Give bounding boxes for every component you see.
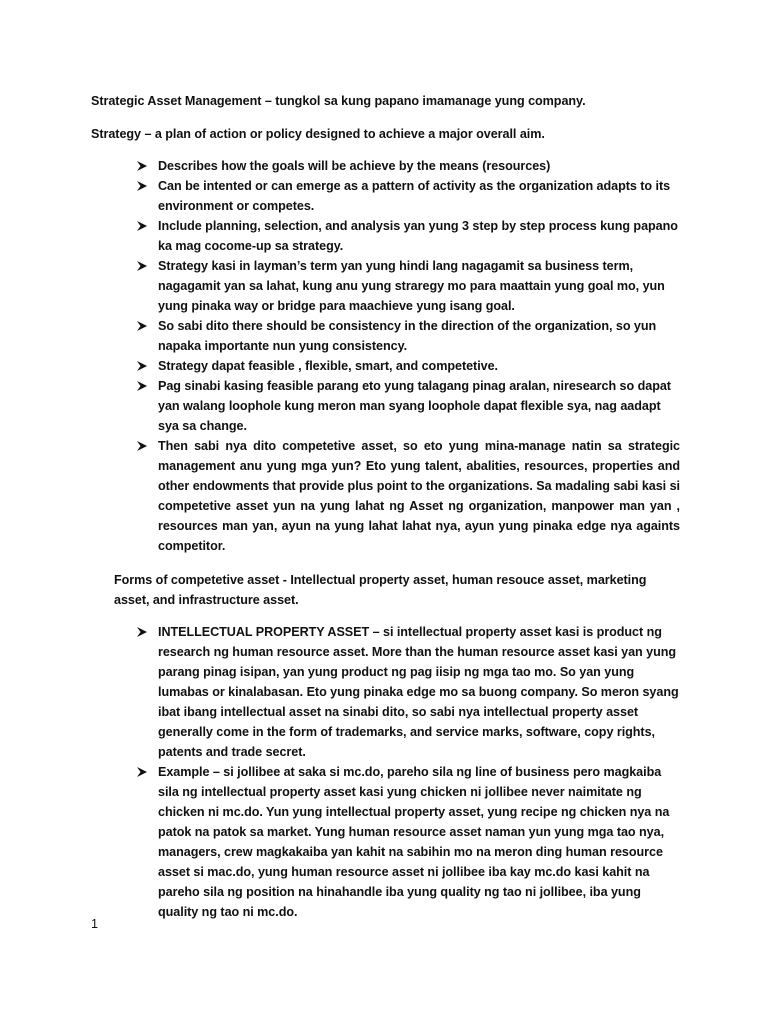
heading-strategic-asset-management: Strategic Asset Management – tungkol sa kung papano imamanage yung company. [91, 94, 586, 108]
arrow-bullet-icon [136, 356, 150, 376]
list-item [136, 376, 680, 436]
asset-bullet-list [136, 622, 680, 922]
arrow-bullet-icon [136, 176, 150, 196]
list-item [136, 256, 680, 316]
strategy-bullet-list [136, 156, 680, 556]
bullet-text: INTELLECTUAL PROPERTY ASSET – si intellectual property asset kasi is product ng research ng human resource asset. More than the human resource asset kasi yan yung parang pinag isipan, yan yung product ng pag iisip ng mga tao mo. So yan yung lumabas or kinalabasan. Eto yung pinaka edge mo sa buong company. So meron syang ibat ibang intellectual asset na sinabi dito, so sabi nya intellectual property asset generally come in the form of trademarks, and service marks, software, copy rights, patents and trade secret. [158, 625, 679, 759]
arrow-bullet-icon [136, 622, 150, 642]
arrow-bullet-icon [136, 762, 150, 782]
bullet-text: Describes how the goals will be achieve by the means (resources) [158, 159, 551, 173]
page-number: 1 [91, 917, 99, 931]
arrow-bullet-icon [136, 436, 150, 456]
forms-of-competetive-asset: Forms of competetive asset - Intellectual property asset, human resouce asset, marketing asset, and infrastructure asset. [114, 573, 647, 607]
bullet-text: Example – si jollibee at saka si mc.do, pareho sila ng line of business pero magkaiba sila ng intellectual property asset kasi yung chicken ni jollibee never naimitate ng chicken ni mc.do. Yun yung intellectual property asset, yung recipe ng chicken nya na patok na patok sa market. Yung human resource asset naman yun yung mga tao nya, managers, crew magkakaiba yan kahit na sabihin mo na meron ding human resource asset si mac.do, yung human resource asset ni jollibee iba kay mc.do kasi kahit na pareho sila ng position na hinahandle iba yung quality ng tao ni jollibee, iba yung quality ng tao ni mc.do. [158, 765, 670, 919]
strategy-definition: Strategy – a plan of action or policy designed to achieve a major overall aim. [91, 127, 545, 141]
bullet-text: Strategy kasi in layman’s term yan yung hindi lang nagagamit sa business term, nagagamit yan sa lahat, kung anu yung straregy mo para maattain yung goal mo, yun yung pinaka way or bridge para maachieve yung isang goal. [158, 259, 665, 313]
list-item [136, 622, 680, 762]
arrow-bullet-icon [136, 316, 150, 336]
bullet-text: Pag sinabi kasing feasible parang eto yung talagang pinag aralan, niresearch so dapat yan walang loophole kung meron man syang loophole dapat flexible sya, nag aadapt sya sa change. [158, 379, 671, 433]
list-item [136, 176, 680, 216]
bullet-text: So sabi dito there should be consistency in the direction of the organization, so yun napaka importante nun yung consistency. [158, 319, 657, 353]
arrow-bullet-icon [136, 256, 150, 276]
bullet-text: Then sabi nya dito competetive asset, so eto yung mina-manage natin sa strategic management anu yung mga yun? Eto yung talent, abalities, resources, properties and other endowments that provide plus point to the organizations. Sa madaling sabi kasi si competetive asset yun na yung lahat ng Asset ng organization, manpower man yan , resources man yan, ayun na yung lahat lahat nya, ayun yung pinaka edge nya againts competitor. [158, 439, 680, 553]
bullet-text: Can be intented or can emerge as a pattern of activity as the organization adapts to its environment or competes. [158, 179, 671, 213]
bullet-text: Include planning, selection, and analysis yan yung 3 step by step process kung papano ka mag cocome-up sa strategy. [158, 219, 678, 253]
list-item [136, 316, 680, 356]
list-item [136, 356, 680, 376]
list-item [136, 216, 680, 256]
arrow-bullet-icon [136, 376, 150, 396]
bullet-text: Strategy dapat feasible , flexible, smart, and competetive. [158, 359, 498, 373]
list-item [136, 156, 680, 176]
list-item [136, 436, 680, 556]
list-item [136, 762, 680, 922]
arrow-bullet-icon [136, 156, 150, 176]
arrow-bullet-icon [136, 216, 150, 236]
